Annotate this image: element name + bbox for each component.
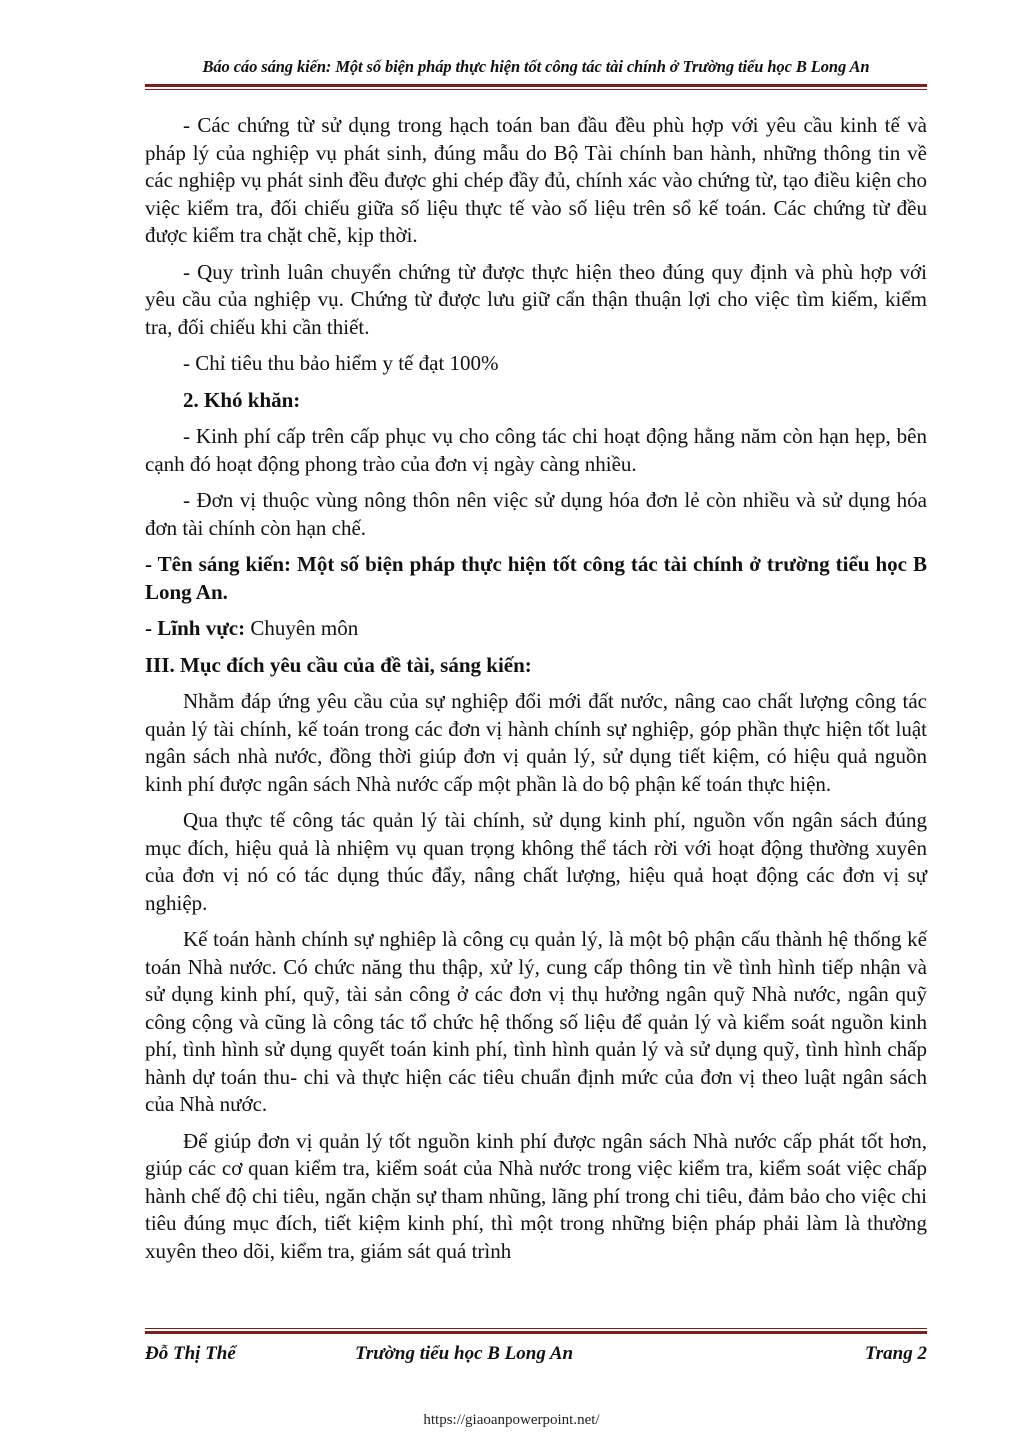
document-body xyxy=(145,112,927,1274)
paragraph-luan-chuyen: - Quy trình luân chuyển chứng từ được thực hiện theo đúng quy định và phù hợp với yêu cầu của nghiệp vụ. Chứng từ được lưu giữ cẩn thận thuận lợi cho việc tìm kiếm, kiểm tra, đối chiếu khi cần thiết. xyxy=(145,259,927,339)
paragraph-nham-dap-ung: Nhằm đáp ứng yêu cầu của sự nghiệp đổi mới đất nước, nâng cao chất lượng công tác quản lý tài chính, kế toán trong các đơn vị hành chính sự nghiệp, góp phần thực hiện tốt luật ngân sách nhà nước, đồng thời giúp đơn vị quản lý, sử dụng tiết kiệm, có hiệu quả nguồn kinh phí được ngân sách Nhà nước cấp một phần là do bộ phận kế toán thực hiện. xyxy=(145,689,927,796)
paragraph-bao-hiem: - Chỉ tiêu thu bảo hiểm y tế đạt 100% xyxy=(183,351,499,375)
heading-muc-dich: III. Mục đích yêu cầu của đề tài, sáng kiến: xyxy=(145,652,532,677)
heading-ten-sang-kien: - Tên sáng kiến: Một số biện pháp thực hiện tốt công tác tài chính ở trường tiểu học B Long An. xyxy=(145,552,927,604)
footer-author: Đỗ Thị Thể xyxy=(145,1343,236,1364)
paragraph-ke-toan: Kế toán hành chính sự nghiêp là công cụ quản lý, là một bộ phận cấu thành hệ thống kế toán Nhà nước. Có chức năng thu thập, xử lý, cung cấp thông tin về tình hình tiếp nhận và sử dụng kinh phí, quỹ, tài sản công ở các đơn vị thụ hưởng ngân quỹ Nhà nước, ngân quỹ công cộng và cũng là công tác tổ chức hệ thống số liệu để quản lý và kiểm soát nguồn kinh phí, tình hình sử dụng quyết toán kinh phí, tình hình quản lý và sử dụng quỹ, tình hình chấp hành dự toán thu- chi và thực hiện các tiêu chuẩn định mức của đơn vị theo luật ngân sách của Nhà nước. xyxy=(145,927,927,1116)
footer-school: Trường tiểu học B Long An xyxy=(355,1343,574,1364)
paragraph-hoa-don: - Đơn vị thuộc vùng nông thôn nên việc sử dụng hóa đơn lẻ còn nhiều và sử dụng hóa đơn tài chính còn hạn chế. xyxy=(145,488,927,540)
paragraph-kinh-phi: - Kinh phí cấp trên cấp phục vụ cho công tác chi hoạt động hằng năm còn hạn hẹp, bên cạnh đó hoạt động phong trào của đơn vị ngày càng nhiều. xyxy=(145,424,927,476)
paragraph-de-giup: Để giúp đơn vị quản lý tốt nguồn kinh phí được ngân sách Nhà nước cấp phát tốt hơn, giúp các cơ quan kiểm tra, kiểm soát của Nhà nước trong việc kiểm tra, kiểm soát việc chấp hành chế độ chi tiêu, ngăn chặn sự tham nhũng, lãng phí trong chi tiêu, đảm bảo cho việc chi tiêu đúng mục đích, tiết kiệm kinh phí, thì một trong những biện pháp phải làm là thường xuyên theo dõi, kiểm tra, giám sát quá trình xyxy=(145,1128,927,1263)
footer-divider xyxy=(145,1328,927,1335)
source-url: https://giaoanpowerpoint.net/ xyxy=(423,1412,600,1428)
paragraph-chung-tu: - Các chứng từ sử dụng trong hạch toán ban đầu đều phù hợp với yêu cầu kinh tế và pháp lý của nghiệp vụ phát sinh, đúng mẫu do Bộ Tài chính ban hành, những thông tin về các nghiệp vụ phát sinh đều được ghi chép đầy đủ, chính xác vào chứng từ, tạo điều kiện cho việc kiểm tra, đối chiếu giữa số liệu thực tế vào số liệu trên sổ kế toán. Các chứng từ đều được kiểm tra chặt chẽ, kịp thời. xyxy=(145,113,927,247)
linh-vuc-value: Chuyên môn xyxy=(245,616,359,640)
header-divider xyxy=(145,84,927,91)
page-header-title: Báo cáo sáng kiến: Một số biện pháp thực hiện tốt công tác tài chính ở Trường tiểu học B Long An xyxy=(202,57,870,76)
linh-vuc-label: - Lĩnh vực: xyxy=(145,616,246,640)
line-linh-vuc xyxy=(145,615,927,643)
paragraph-qua-thuc-te: Qua thực tế công tác quản lý tài chính, sử dụng kinh phí, nguồn vốn ngân sách đúng mục đích, hiệu quả là nhiệm vụ quan trọng không thể tách rời với hoạt động thường xuyên của đơn vị nó có tác dụng thúc đẩy, nâng chất lượng, hiệu quả hoạt động các đơn vị sự nghiệp. xyxy=(145,808,927,915)
heading-kho-khan: 2. Khó khăn: xyxy=(183,387,301,412)
footer-page-number: Trang 2 xyxy=(864,1343,927,1364)
